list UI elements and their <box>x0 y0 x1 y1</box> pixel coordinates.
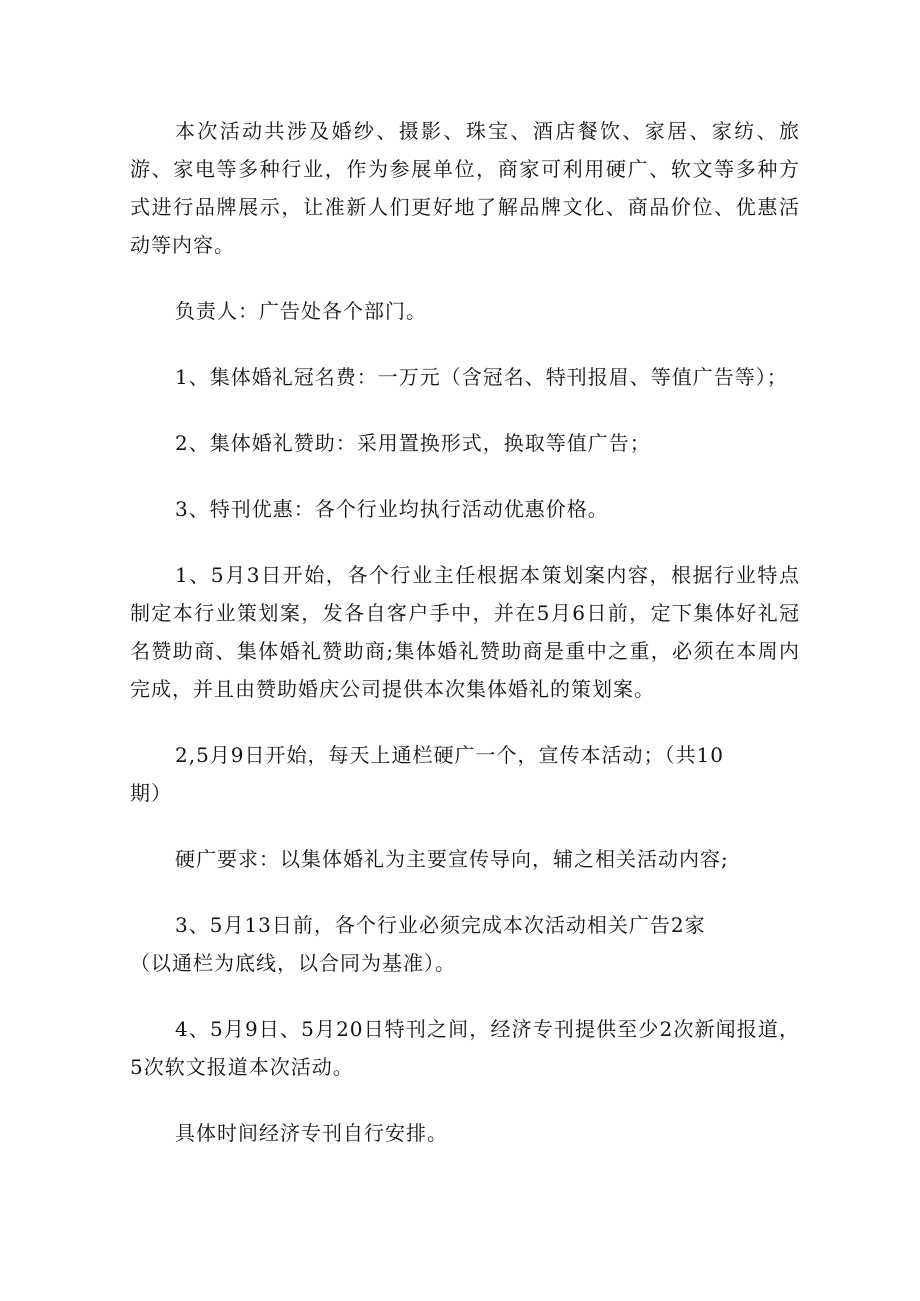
schedule-item-3 <box>130 906 800 982</box>
sponsorship-fee-item: 1、集体婚礼冠名费：一万元（含冠名、特刊报眉、等值广告等）； <box>175 365 788 389</box>
document-body <box>130 112 800 1180</box>
schedule-item-2-line1: 2,5月9日开始，每天上通栏硬广一个，宣传本活动；（共10 <box>175 743 724 767</box>
responsible-party: 负责人：广告处各个部门。 <box>175 299 427 323</box>
special-discount-item: 3、特刊优惠：各个行业均执行活动优惠价格。 <box>175 497 609 521</box>
schedule-item-3-line1: 3、5月13日前，各个行业必须完成本次活动相关广告2家 <box>175 913 706 937</box>
schedule-item-2-line2: 期） <box>130 781 172 805</box>
schedule-item-1: 1、5月3日开始，各个行业主任根据本策划案内容，根据行业特点制定本行业策划案，发各自客户手中，并在5月6日前，定下集体好礼冠名赞助商、集体婚礼赞助商;集体婚礼赞助商是重中之重，必须在本周内完成，并且由赞助婚庆公司提供本次集体婚礼的策划案。 <box>130 563 800 701</box>
schedule-item-2 <box>130 736 800 812</box>
hard-ad-requirement: 硬广要求：以集体婚礼为主要宣传导向，辅之相关活动内容; <box>175 847 729 871</box>
sponsorship-exchange-item: 2、集体婚礼赞助：采用置换形式，换取等值广告； <box>175 431 651 455</box>
schedule-item-3-line2: （以通栏为底线，以合同为基准）。 <box>130 951 456 975</box>
schedule-item-4: 4、5月9日、5月20日特刊之间，经济专刊提供至少2次新闻报道，5次软文报道本次活动。 <box>130 1017 800 1079</box>
closing-note: 具体时间经济专刊自行安排。 <box>175 1121 448 1145</box>
intro-paragraph: 本次活动共涉及婚纱、摄影、珠宝、酒店餐饮、家居、家纺、旅游、家电等多种行业，作为参展单位，商家可利用硬广、软文等多种方式进行品牌展示，让准新人们更好地了解品牌文化、商品价位、优惠活动等内容。 <box>130 119 800 257</box>
